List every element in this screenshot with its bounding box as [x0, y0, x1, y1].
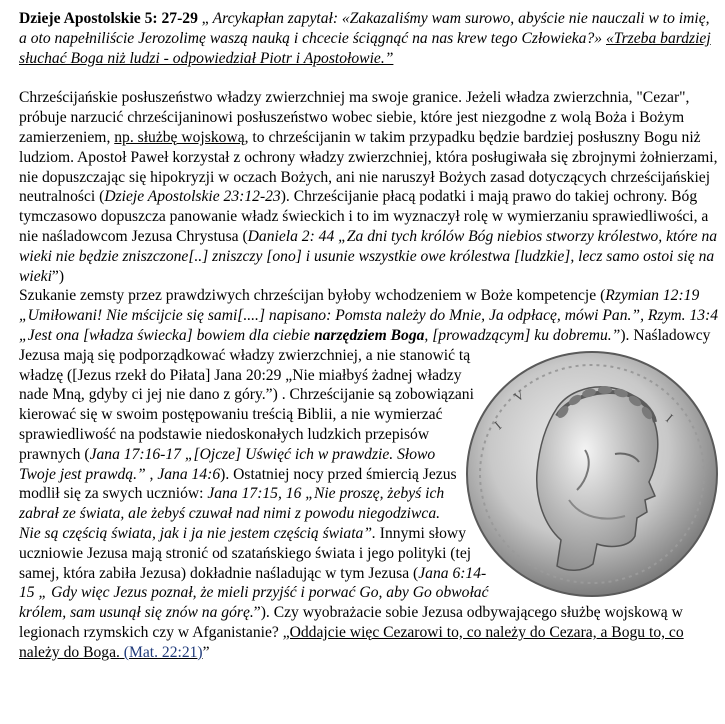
p2-quote-romans-end: , [prowadzącym] ku dobremu.” [424, 326, 621, 344]
header-quote [19, 9, 719, 68]
p1-ref-acts: Dzieje Apostolskie 23:12-23 [104, 188, 281, 206]
final-quote-close: ” [202, 643, 210, 661]
p1-text-4: ”) [51, 267, 65, 285]
final-quote-text: „Oddajcie więc Cezarowi to, co należy do Cezara, a Bogu to, co należy do Boga. [19, 623, 684, 661]
header-quote-text: Arcykapłan zapytał: «Zakazaliśmy wam surowo, abyście nie nauczali w to imię, a oto napełniliście Jerozolimę waszą nauką i chcecie ściągnąć na nas krew tego Człowieka?» [19, 10, 710, 47]
p2-quote-romans: Rzymian 12:19 „Umiłowani! Nie mścijcie się sami[....] napisano: Pomsta należy do Mnie, Ja odpłacę, mówi Pan.”, Rzym. 13:4 „Jest ona [władza świecka] bowiem dla ciebie [19, 287, 719, 344]
p1-text-2: , to chrześcijanin w takim przypadku będzie bardziej posłuszny Bogu niż ludziom. Apostoł Paweł korzystał z ochrony władzy zwierzchniej, która posługiwała się zbrojnymi żołnierzami, nie dopuszczając się hipokryzji w oczach Bożych, ani nie naruszył Bożych zasad dotyczących chrześcijańskiej neutralności ( [19, 128, 718, 206]
p2-text-1: Szukanie zemsty przez prawdziwych chrześcijan byłoby wchodzeniem w Boże kompetencje ( [19, 287, 606, 305]
p2-bold-god-tool: narzędziem Boga [313, 326, 425, 344]
p2-quote-john6: Jana 6:14-15 „ Gdy więc Jezus poznał, że mieli przyjść i porwać Go, aby Go obwołać królem, sam usunął się znów na górę. [19, 564, 489, 622]
svg-text:I: I [663, 410, 677, 425]
p1-text-3: ). Chrześcijanie płacą podatki i mają prawo do takiej ochrony. Bóg tymczasowo dopuszcza panowanie władz świeckich i to im wyznaczył rolę w wymierzaniu sprawiedliwości, a nie naśladowcom Jezusa Chrystusa ( [19, 188, 709, 245]
p2-quote-john17: Jana 17:16-17 „[Ojcze] Uświęć ich w prawdzie. Słowo Twoje jest prawdą.” , Jana 14:6 [19, 445, 436, 483]
p2-quote-john17-15: Jana 17:15, 16 „Nie proszę, żebyś ich zabrał ze świata, ale żebyś czuwał nad nimi z powodu niegodziwca. Nie są częścią świata, jak i ja nie jestem częścią świata”. [19, 485, 445, 542]
header-answer-quote: «Trzeba bardziej słuchać Boga niż ludzi - odpowiedział Piotr i Apostołowie.” [19, 29, 711, 67]
p2-text-4: Innymi słowy uczniowie Jezusa mają stronić od szatańskiego świata i jego polityki (tej samej, która zabiła Jezusa) dokładnie naśladując w tym Jezusa ( [19, 524, 472, 582]
document-page [19, 9, 719, 663]
header-scripture-ref: Dzieje Apostolskie 5: 27-29 [19, 10, 198, 27]
paragraph-vengeance [19, 286, 719, 662]
svg-text:I: I [491, 417, 505, 433]
header-quote-open: „ [197, 10, 213, 27]
military-service-link[interactable]: np. służbę wojskową [114, 128, 245, 146]
p2-text-5: ”). Czy wyobrażacie sobie Jezusa odbywającego służbę wojskową w legionach rzymskich czy w Afganistanie? [19, 604, 683, 641]
final-quote-ref: (Mat. 22:21) [119, 643, 203, 661]
p2-text-2: ). Naśladowcy Jezusa mają się podporządkować władzy zwierzchniej, a nie stanowić tą władzę ([Jezus rzekł do Piłata] Jana 20:29 „Nie miałbyś żadnej władzy nade Mną, gdyby ci jej nie dano z góry.”) . Chrześcijanie są zobowiązani kierować się w swoim postępowaniu treścią Biblii, a nie wymierzać sprawiedliwość na podstawie niedoskonałych ludzkich przepisów prawnych ( [19, 326, 711, 463]
p1-ref-daniel: Daniela 2: 44 [247, 227, 335, 245]
roman-coin-portrait-icon [465, 350, 719, 598]
p1-quote-daniel: „Za dni tych królów Bóg niebios stworzy królestwo, które na wieki nie będzie zniszczone[..] zniszczy [ono] i usunie wszystkie owe królestwa [ludzkie], lecz samo ostoi się na wieki [19, 227, 718, 285]
coin-image [465, 350, 719, 598]
paragraph-obedience [19, 88, 719, 286]
svg-text:V: V [511, 386, 527, 405]
p2-text-3: ). Ostatniej nocy przed śmiercią Jezus modlił się za swych uczniów: [19, 465, 457, 503]
p1-text-1: Chrześcijańskie posłuszeństwo władzy zwierzchniej ma swoje granice. Jeżeli władza zwierzchnia, "Cezar", próbuje narzucić chrześcijaninowi posłuszeństwo wobec siebie, które jest niezgodne z wolą Boża i Bożym zamierzeniem, [19, 89, 690, 146]
